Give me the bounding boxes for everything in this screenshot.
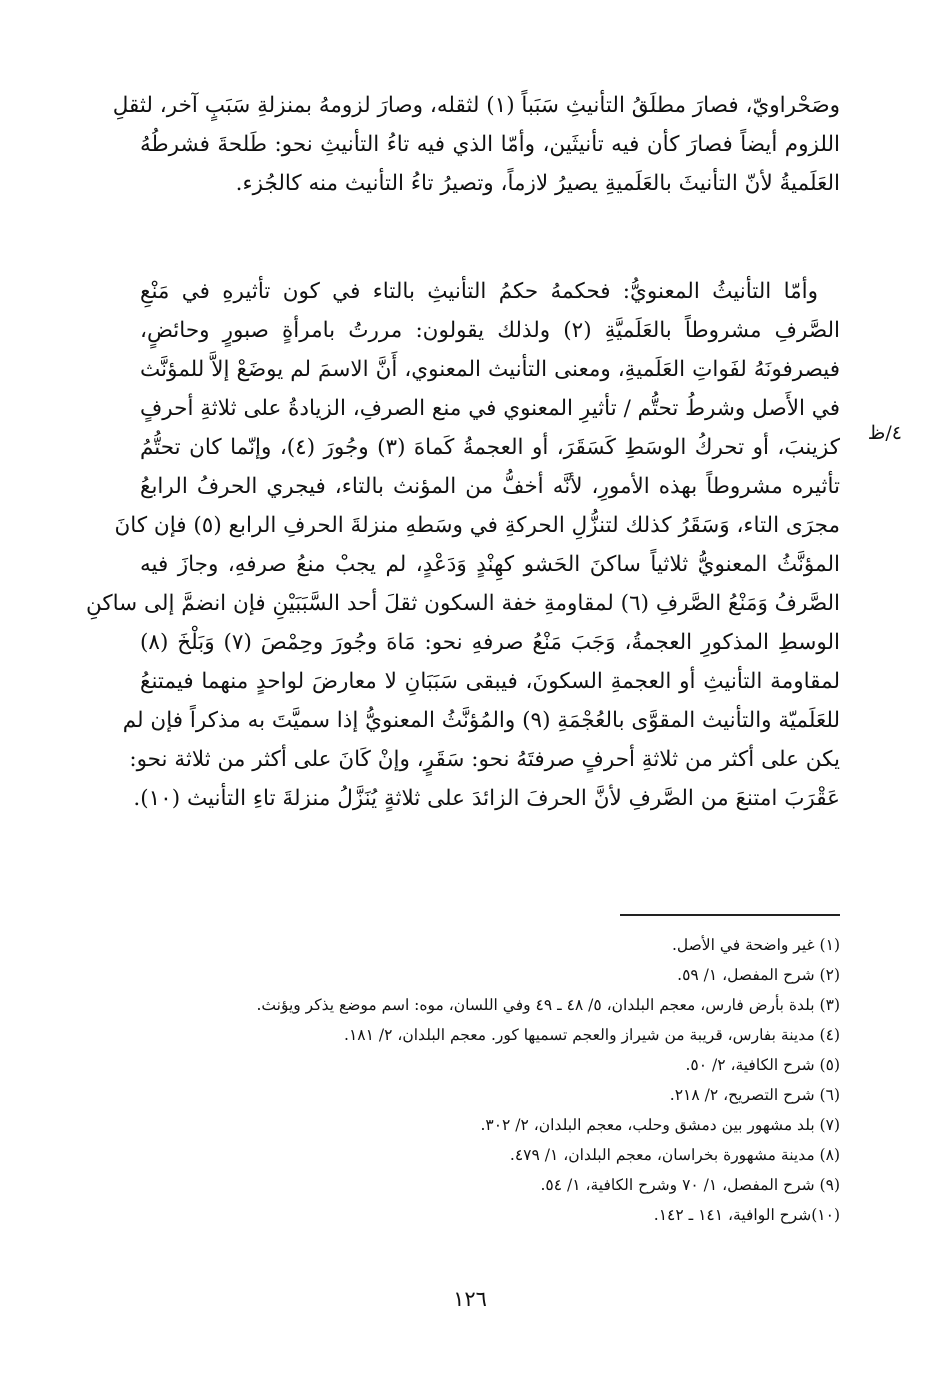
footnote: (١) غير واضحة في الأصل. [671, 936, 840, 954]
footnotes [140, 930, 840, 1230]
text-line: لمقاومة التأنيثِ أو العجمةِ السكونَ، فيبقى سَبَبَانِ لا معارضَ لواحدٍ منهما فيمتنعُ [140, 669, 840, 694]
text-line: الصَّرفِ مشروطاً بالعَلَميَّةِ (٢) ولذلك يقولون: مررتُ بامرأةٍ صبورٍ وحائضٍ، [140, 318, 840, 343]
footnote: (١٠)شرح الوافية، ١٤١ ـ ١٤٢. [653, 1206, 840, 1224]
footnote: (٢) شرح المفصل، ١/ ٥٩. [677, 966, 840, 984]
footnote: (٩) شرح المفصل، ١/ ٧٠ وشرح الكافية، ١/ ٥٤. [540, 1176, 840, 1194]
text-line: العَلَميةُ لأنّ التأنيثَ بالعَلَميةِ يصيرُ لازماً، وتصيرُ تاءُ التأنيث منه كالجُزء. [235, 171, 840, 196]
page-number: ١٢٦ [453, 1287, 487, 1311]
text-line: عَقْرَبَ امتنعَ من الصَّرفِ لأنَّ الحرفَ الزائدَ على ثلاثةٍ يُنَزَّلُ منزلةَ تاءِ التأنيث (١٠). [133, 786, 840, 811]
footnote: (٥) شرح الكافية، ٢/ ٥٠. [685, 1056, 840, 1074]
text-line: وصَحْراويّ، فصارَ مطلَقُ التأنيثِ سَبَباً (١) لثقله، وصارَ لزومهُ بمنزلةِ سَبَبٍ آخر، لثقلِ [112, 93, 840, 118]
text-line: في الأَصل وشرطُ تحتُّم / تأثيرِ المعنوي في منع الصرفِ، الزيادةُ على ثلاثةِ أحرفٍ [140, 396, 840, 421]
text-line: وأمّا التأنيثُ المعنويُّ: فحكمهُ حكمُ التأنيثِ بالتاء في كون تأثيرهِ في مَنْعِ [140, 279, 818, 304]
footnote: (٦) شرح التصريح، ٢/ ٢١٨. [669, 1086, 840, 1104]
footnote: (٧) بلد مشهور بين دمشق وحلب، معجم البلدان، ٢/ ٣٠٢. [480, 1116, 840, 1134]
paragraph-2 [85, 272, 840, 818]
text-line: الصَّرفُ وَمَنْعُ الصَّرفِ (٦) لمقاومةِ خفة السكون ثقلَ أحد السَّبَبَيْنِ فإن انضمَّ إلى ساكنِ [85, 591, 840, 616]
paragraph-1 [112, 86, 840, 203]
text-line: فيصرفونَهُ لفَواتِ العَلَميةِ، ومعنى التأنيث المعنوي، أَنَّ الاسمَ لم يوضَعْ إلاَّ للمؤنَّث [140, 357, 840, 382]
text-line: المؤنَّثُ المعنويُّ ثلاثياً ساكنَ الحَشو كهِنْدٍ وَدَعْدٍ، لم يجبْ منعُ صرفهِ، وجازَ فيه [140, 552, 840, 577]
text-line: الوسطِ المذكورِ العجمةُ، وَجَبَ مَنْعُ صرفهِ نحو: مَاهَ وجُورَ وحِمْصَ (٧) وَبَلْخَ (٨) [140, 630, 840, 655]
text-line: كزينبَ، أو تحركُ الوسَطِ كَسَقَرَ، أو العجمةُ كَماهَ (٣) وجُورَ (٤)، وإنّما كان تحتُّمُ [140, 435, 840, 460]
text-line: اللزوم أيضاً فصارَ كأن فيه تأنيثَين، وأمّا الذي فيه تاءُ التأنيثِ نحو: طَلحةَ فشرطُهُ [140, 132, 840, 157]
manuscript-folio-marker: ٤/ظ [867, 422, 902, 444]
text-line: يكن على أكثر من ثلاثةِ أحرفٍ صرفتَهُ نحو: سَقَرٍ، وإنْ كَانَ على أكثر من ثلاثة نحو: [129, 747, 840, 772]
footnote-separator [620, 914, 840, 916]
text-line: تأثيره مشروطاً بهذه الأمورِ، لأنَّه أخفُّ من المؤنث بالتاء، فيجري الحرفُ الرابعُ [140, 474, 840, 499]
footnote: (٨) مدينة مشهورة بخراسان، معجم البلدان، ١/ ٤٧٩. [509, 1146, 840, 1164]
text-line: للعَلَميّة والتأنيث المقوَّى بالعُجْمَةِ (٩) والمُؤنَّثُ المعنويُّ إذا سميَّتَ به مذكراً فإن لم [122, 708, 840, 733]
text-line: مجرَى التاء، وَسَقَرُ كذلك لتنزُّلِ الحركةِ في وسَطهِ منزلةَ الحرفِ الرابع (٥) فإن كانَ [114, 513, 840, 538]
footnote: (٤) مدينة بفارس، قريبة من شيراز والعجم تسميها كور. معجم البلدان، ٢/ ١٨١. [344, 1026, 840, 1044]
footnote: (٣) بلدة بأرض فارس، معجم البلدان، ٥/ ٤٨ ـ ٤٩ وفي اللسان، موه: اسم موضع يذكر ويؤنث. [256, 996, 840, 1014]
